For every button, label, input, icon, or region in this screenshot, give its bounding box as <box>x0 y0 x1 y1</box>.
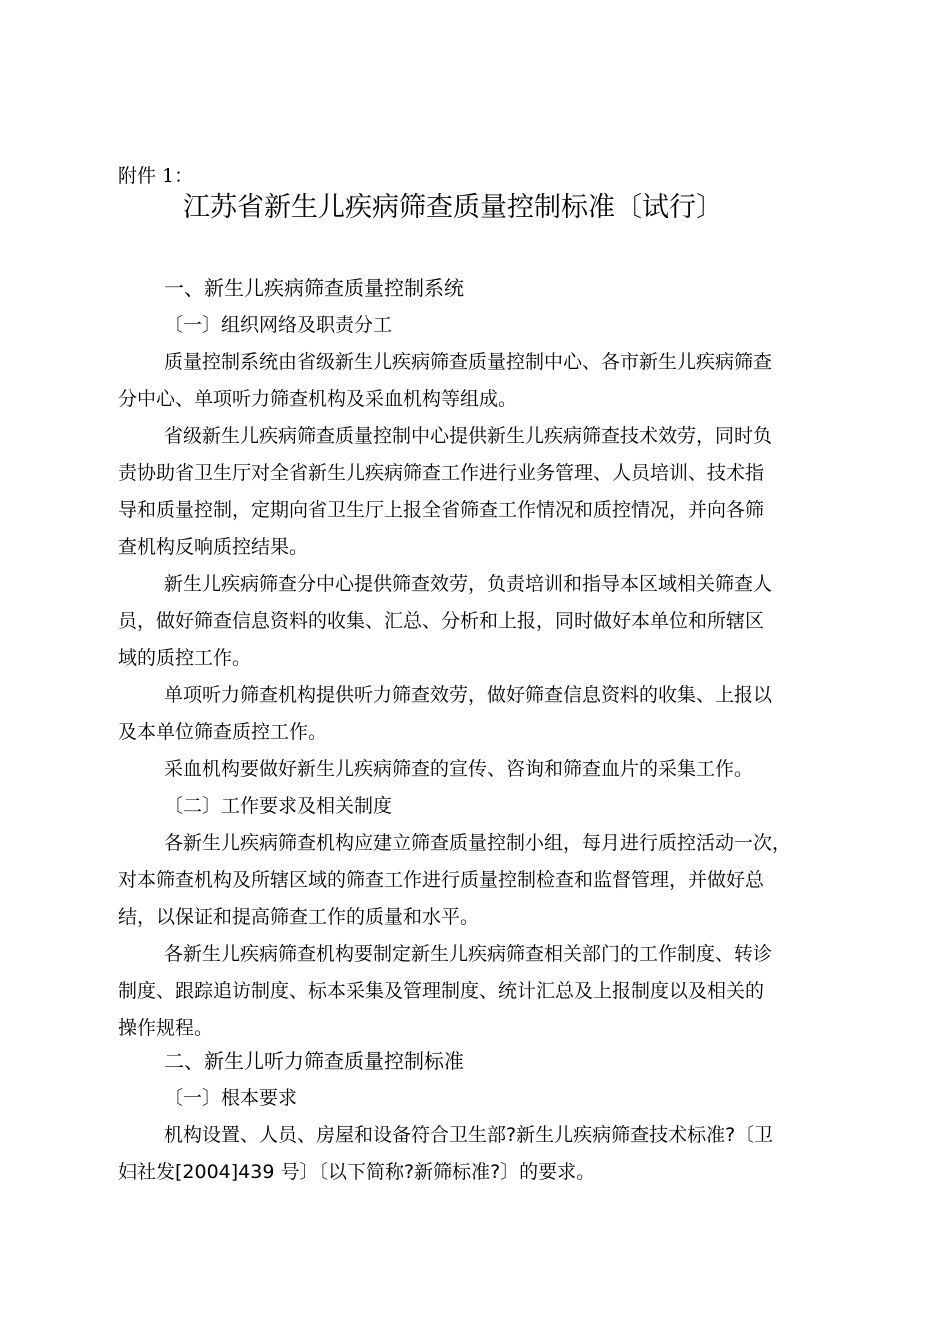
paragraph-line: 制度、跟踪追访制度、标本采集及管理制度、统计汇总及上报制度以及相关的 <box>118 980 765 1002</box>
paragraph-line: 分中心、单项听力筛查机构及采血机构等组成。 <box>118 388 518 410</box>
paragraph-line: 单项听力筛查机构提供听力筛查效劳，做好筛查信息资料的收集、上报以 <box>164 684 773 706</box>
paragraph-line: 采血机构要做好新生儿疾病筛查的宣传、咨询和筛查血片的采集工作。 <box>164 758 754 780</box>
section-1-heading: 一、新生儿疾病筛查质量控制系统 <box>164 276 464 300</box>
paragraph-line: 新生儿疾病筛查分中心提供筛查效劳，负责培训和指导本区域相关筛查人 <box>164 573 773 595</box>
attachment-label: 附件 1： <box>118 165 194 187</box>
paragraph-line: 省级新生儿疾病筛查质量控制中心提供新生儿疾病筛查技术效劳，同时负 <box>164 425 773 447</box>
paragraph-line: 对本筛查机构及所辖区域的筛查工作进行质量控制检查和监督管理，并做好总 <box>118 869 765 891</box>
subsection-1-2-heading: 〔二〕工作要求及相关制度 <box>164 795 393 817</box>
paragraph-line: 操作规程。 <box>118 1017 214 1039</box>
paragraph-line: 各新生儿疾病筛查机构应建立筛查质量控制小组，每月进行质控活动一次， <box>164 832 792 854</box>
subsection-1-1-heading: 〔一〕组织网络及职责分工 <box>164 314 393 336</box>
paragraph-line: 机构设置、人员、房屋和设备符合卫生部?新生儿疾病筛查技术标准?〔卫 <box>164 1124 774 1146</box>
paragraph-line: 妇社发[2004]439 号〕〔以下简称?新筛标准?〕的要求。 <box>118 1161 596 1183</box>
document-title: 江苏省新生儿疾病筛查质量控制标准〔试行〕 <box>183 192 723 223</box>
section-1 <box>118 270 830 1047</box>
subsection-2-1-heading: 〔一〕根本要求 <box>164 1087 298 1109</box>
paragraph-line: 及本单位筛查质控工作。 <box>118 721 328 743</box>
paragraph-line: 员，做好筛查信息资料的收集、汇总、分析和上报，同时做好本单位和所辖区 <box>118 610 765 632</box>
paragraph-line: 各新生儿疾病筛查机构要制定新生儿疾病筛查相关部门的工作制度、转诊 <box>164 943 773 965</box>
paragraph-line: 域的质控工作。 <box>118 647 252 669</box>
paragraph-line: 质量控制系统由省级新生儿疾病筛查质量控制中心、各市新生儿疾病筛查 <box>164 351 773 373</box>
section-2-heading: 二、新生儿听力筛查质量控制标准 <box>164 1049 464 1073</box>
section-2 <box>118 1043 830 1191</box>
paragraph-line: 责协助省卫生厅对全省新生儿疾病筛查工作进行业务管理、人员培训、技术指 <box>118 462 765 484</box>
paragraph-line: 查机构反响质控结果。 <box>118 536 309 558</box>
paragraph-line: 导和质量控制，定期向省卫生厅上报全省筛查工作情况和质控情况，并向各筛 <box>118 499 765 521</box>
paragraph-line: 结，以保证和提高筛查工作的质量和水平。 <box>118 906 480 928</box>
